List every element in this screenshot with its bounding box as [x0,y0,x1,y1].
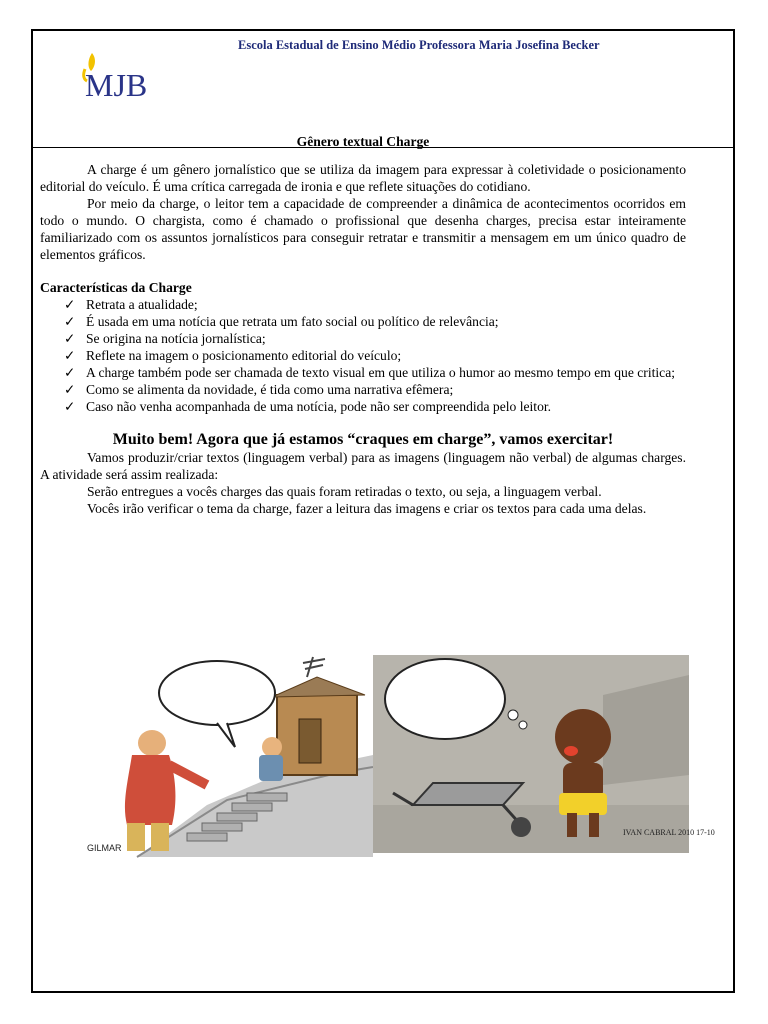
cartoon-favela [77,655,373,857]
checkmark-icon: ✓ [64,297,76,312]
checkmark-icon: ✓ [64,365,76,380]
exercise-paragraph-3: Vocês irão verificar o tema da charge, fazer a leitura das imagens e criar os textos para cada uma delas. [87,501,647,516]
exercise-paragraph-2: Serão entregues a vocês charges das quais foram retiradas o texto, ou seja, a linguagem verbal. [87,484,602,499]
list-item-text: É usada em uma notícia que retrata um fato social ou político de relevância; [86,314,499,329]
list-item-text: Reflete na imagem o posicionamento editorial do veículo; [86,348,402,363]
checkmark-icon: ✓ [64,314,76,329]
exercise-heading: Muito bem! Agora que já estamos “craques em charge”, vamos exercitar! [112,431,614,448]
list-item-text: Caso não venha acompanhada de uma notícia, pode não ser compreendida pelo leitor. [86,399,552,414]
list-item [64,313,686,330]
list-item-text: Como se alimenta da novidade, é tida como uma narrativa efêmera; [86,382,454,397]
characteristics-list [40,296,686,415]
list-item [64,296,686,313]
characteristics-heading: Características da Charge [40,280,192,295]
list-item [64,364,686,381]
school-logo [75,41,155,111]
left-signature: GILMAR [87,843,122,853]
intro-paragraph-1: A charge é um gênero jornalístico que se utiliza da imagem para expressar à coletividade o posicionamento editorial do veículo. É uma crítica carregada de ironia e que reflete situações do cotidiano. [40,162,686,194]
list-item-text: Retrata a atualidade; [86,297,198,312]
list-item [64,398,686,415]
checkmark-icon: ✓ [64,399,76,414]
cartoon-images [77,655,715,857]
page-title: Gênero textual Charge [296,134,430,149]
list-item-text: Se origina na notícia jornalística; [86,331,266,346]
document-body [40,133,686,517]
exercise-paragraph-1: Vamos produzir/criar textos (linguagem verbal) para as imagens (linguagem não verbal) de algumas charges. A atividade será assim realizada: [40,450,686,482]
checkmark-icon: ✓ [64,348,76,363]
checkmark-icon: ✓ [64,382,76,397]
right-signature: IVAN CABRAL 2010 17-10 [623,828,715,837]
cartoon-boy-wheelbarrow [373,655,715,853]
list-item [64,330,686,347]
logo-text: MJB [85,67,148,103]
list-item [64,381,686,398]
list-item-text: A charge também pode ser chamada de texto visual em que utiliza o humor ao mesmo tempo em que critica; [86,365,675,380]
school-name: Escola Estadual de Ensino Médio Professora Maria Josefina Becker [238,38,600,52]
intro-paragraph-2: Por meio da charge, o leitor tem a capacidade de compreender a dinâmica de acontecimentos ocorridos em todo o mundo. O chargista, como é chamado o profissional que desenha charges, precisa estar inteiramente familiarizado com os assuntos jornalísticos para conseguir retratar e transmitir a mensagem em um único quadro de elementos gráficos. [40,196,686,262]
checkmark-icon: ✓ [64,331,76,346]
document-header [33,31,733,148]
list-item [64,347,686,364]
